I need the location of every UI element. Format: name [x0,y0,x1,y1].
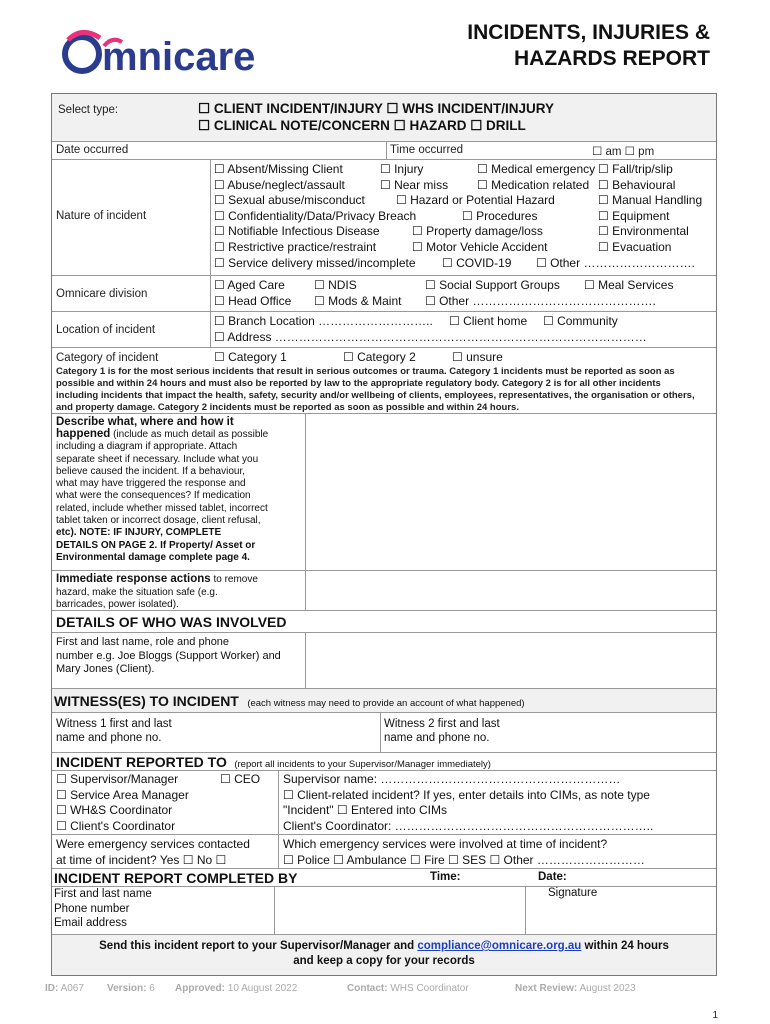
compliance-email-link[interactable]: compliance@omnicare.org.au [417,940,582,952]
emergency-services[interactable] [283,837,645,868]
category-note-line: including incidents that impact the health, safety, security and/or wellbeing of clients, employees, representatives, the organisation or others, [56,390,695,401]
division-option[interactable]: ☐ Aged Care [214,278,285,292]
category-note-line: Category 1 is for the most serious incidents that result in serious outcomes or trauma. Category 1 incidents must be reported as soon as [56,366,675,377]
footer-id-label: ID: [45,983,59,994]
nature-option[interactable]: ☐ Absent/Missing Client [214,162,343,176]
describe-body-line: related, include whether missed tablet, incorrect [56,502,268,514]
nature-option[interactable]: ☐ Confidentiality/Data/Privacy Breach [214,208,417,223]
nature-option[interactable]: ☐ Service delivery missed/incomplete [214,255,416,270]
footer-id-value: A067 [60,983,84,994]
page-number: 1 [712,1010,718,1021]
witness-1[interactable] [56,717,172,745]
nature-option[interactable]: ☐ Near miss [380,177,449,192]
completed-row [52,887,716,935]
send-instructions [52,939,716,969]
nature-option[interactable]: ☐ COVID-19 [442,255,512,270]
nature-option[interactable]: ☐ Motor Vehicle Accident [412,239,548,254]
date-occurred-label: Date occurred [56,144,129,156]
nature-option[interactable]: ☐ Environmental [598,224,689,239]
footer-id [45,983,84,994]
completed-time[interactable]: Time: [430,871,461,883]
involved-line: First and last name, role and phone [56,636,230,648]
describe-body-line: tablet taken or incorrect dosage, client refusal, [56,515,261,527]
footer-review [515,983,636,994]
location-option[interactable]: ☐ Branch Location ……………………….. [214,314,433,328]
reported-note: (report all incidents to your Supervisor/Manager immediately) [234,759,491,770]
describe-body-line: etc). NOTE: IF INJURY, COMPLETE [56,527,222,539]
describe-input-area[interactable] [306,414,716,570]
location-option[interactable]: ☐ Community [543,314,618,328]
describe-title: Describe what, where and how it [56,416,234,428]
emergency-yes-no[interactable]: at time of incident? Yes ☐ No ☐ [56,852,227,867]
witness-note: (each witness may need to provide an account of what happened) [247,698,525,709]
completed-title: INCIDENT REPORT COMPLETED BY [54,870,298,886]
send-text: within 24 hours [584,940,669,952]
witness-2[interactable] [384,717,500,745]
category-row [52,348,716,414]
completed-fields [54,887,152,931]
reported-row [52,771,716,835]
involved-input-area[interactable] [306,633,716,688]
nature-option[interactable]: ☐ Manual Handling [598,193,703,208]
describe-body-line: DETAILS ON PAGE 2. If Property/ Asset or [56,539,256,551]
select-type-line-2[interactable]: ☐ CLINICAL NOTE/CONCERN ☐ HAZARD ☐ DRILL [198,118,526,133]
which-services-question: Which emergency services were involved at time of incident? [283,837,608,851]
emergency-question: Were emergency services contacted [56,837,250,851]
describe-body-line: (include as much detail as possible [113,429,269,440]
nature-option[interactable]: ☐ Medication related [477,177,590,192]
footer-review-label: Next Review: [515,983,578,994]
category-note-line: possible and within 24 hours and must also be reported by law to the appropriate regulatory body. Category 2 is for all other incidents [56,378,661,389]
date-row [52,142,716,160]
witness-2-line: name and phone no. [384,732,490,744]
location-address[interactable]: ☐ Address ………………………………………………………………………………… [214,330,647,344]
title-line-1: INCIDENTS, INJURIES & [467,21,710,44]
location-row [52,312,716,348]
describe-body-line: Environmental damage complete page 4. [56,551,250,563]
involved-title: DETAILS OF WHO WAS INVOLVED [56,614,287,630]
reported-title-row [52,753,716,771]
category-label: Category of incident [56,352,159,364]
involved-line: Mary Jones (Client). [56,663,155,675]
immediate-body: to remove [213,574,258,585]
witness-heading [54,693,525,711]
signature-area[interactable] [526,887,716,934]
footer-version-value: 6 [149,983,155,994]
witness-title-row [52,689,716,713]
form-table [51,93,717,976]
am-pm-options[interactable]: ☐ am ☐ pm [592,146,655,158]
nature-row [52,160,716,276]
which-services-options[interactable]: ☐ Police ☐ Ambulance ☐ Fire ☐ SES ☐ Other ……………………… [283,852,645,867]
reported-ceo[interactable]: ☐ CEO [220,772,261,786]
describe-body-line: what were the consequences? If medication [56,490,251,502]
svg-text:mnicare: mnicare [102,35,256,79]
reported-left[interactable] [56,772,189,835]
nature-option[interactable]: ☐ Equipment [598,208,670,223]
immediate-row [52,571,716,611]
nature-option[interactable]: ☐ Abuse/neglect/assault [214,177,345,192]
category-note [56,366,695,414]
omnicare-logo [60,26,260,82]
division-option[interactable]: ☐ Other ………………………………………. [425,294,656,308]
coordinator-field[interactable]: Client's Coordinator: ……………………………………………………….. [283,819,654,834]
nature-option[interactable]: ☐ Fall/trip/slip [598,162,673,176]
witness-2-line: Witness 2 first and last [384,718,500,730]
completed-input-area[interactable] [275,887,525,934]
division-option[interactable]: ☐ Meal Services [584,278,674,292]
emergency-row [52,835,716,869]
footer-version [107,983,155,994]
division-option[interactable]: ☐ Mods & Maint [314,294,402,308]
nature-option[interactable]: ☐ Evacuation [598,239,672,254]
immediate-title: Immediate response actions [56,573,211,585]
nature-option[interactable]: ☐ Behavioural [598,177,676,192]
nature-option[interactable]: ☐ Injury [380,162,424,176]
nature-other[interactable]: ☐ Other ………………………. [536,255,695,270]
reported-option[interactable]: ☐ Supervisor/Manager [56,772,179,786]
nature-option[interactable]: ☐ Procedures [462,208,538,223]
report-title [467,20,710,72]
select-type-row [52,94,716,142]
division-option[interactable]: ☐ Head Office [214,294,292,308]
time-occurred-label: Time occurred [390,144,464,156]
describe-body-line: believe caused the incident. If a behaviour, [56,465,246,477]
nature-col-3[interactable] [477,162,595,193]
immediate-body: barricades, power isolated). [56,599,179,610]
footer-approved-label: Approved: [175,983,225,994]
footer-review-value: August 2023 [579,983,636,994]
select-type-options[interactable] [198,100,554,134]
immediate-instructions [56,573,258,612]
division-label: Omnicare division [56,288,148,300]
completed-date[interactable]: Date: [538,871,567,883]
location-option[interactable]: ☐ Client home [449,314,528,328]
involved-line: number e.g. Joe Bloggs (Support Worker) and [56,649,281,662]
reported-option[interactable]: ☐ Client's Coordinator [56,819,176,834]
involved-title-row [52,611,716,633]
reported-title: INCIDENT REPORTED TO [56,754,227,770]
supervisor-name-field[interactable]: Supervisor name: …………………………………………………… [283,772,621,786]
footer-version-label: Version: [107,983,147,994]
describe-body-line: separate sheet if necessary. Include what you [56,453,259,465]
nature-option[interactable]: ☐ Medical emergency [477,162,596,176]
division-option[interactable]: ☐ Social Support Groups [425,278,560,292]
nature-option[interactable]: ☐ Notifiable Infectious Disease [214,224,380,239]
category-option[interactable]: ☐ unsure [452,350,503,364]
involved-row [52,633,716,689]
send-row [52,935,716,975]
witness-row [52,713,716,753]
reported-option[interactable]: ☐ WH&S Coordinator [56,803,173,818]
signature-label: Signature [548,887,598,899]
completed-field-label: Email address [54,917,127,929]
cims-option[interactable]: "Incident" ☐ Entered into CIMs [283,803,448,818]
category-option[interactable]: ☐ Category 1 [214,350,287,364]
describe-body-line: including a diagram if appropriate. Attach [56,441,238,453]
completed-title-row [52,869,716,887]
select-type-label: Select type: [58,104,119,116]
footer-contact [347,983,469,994]
describe-instructions [56,416,306,564]
completed-field-label: First and last name [54,888,152,900]
describe-body-line: what may have triggered the response and [56,478,246,490]
select-type-line-1[interactable]: ☐ CLIENT INCIDENT/INJURY ☐ WHS INCIDENT/INJURY [198,101,554,116]
witness-1-line: Witness 1 first and last [56,718,172,730]
category-note-line: and property damage. Category 2 incidents must be reported as soon as possible and within 24 hours. [56,402,519,413]
footer-contact-value: WHS Coordinator [390,983,469,994]
category-option[interactable]: ☐ Category 2 [343,350,416,364]
footer-contact-label: Contact: [347,983,388,994]
reported-option[interactable]: ☐ Service Area Manager [56,787,189,802]
division-option[interactable]: ☐ NDIS [314,278,357,292]
immediate-input-area[interactable] [306,571,716,610]
completed-field-label: Phone number [54,902,130,915]
nature-option[interactable]: ☐ Restrictive practice/restraint [214,239,377,254]
title-line-2: HAZARDS REPORT [513,47,710,70]
footer-approved [175,983,297,994]
nature-label: Nature of incident [56,210,147,222]
nature-option[interactable]: ☐ Sexual abuse/misconduct [214,193,365,208]
footer-approved-value: 10 August 2022 [227,983,298,994]
reported-right[interactable] [283,772,653,835]
witness-title: WITNESS(ES) TO INCIDENT [54,693,239,709]
nature-option[interactable]: ☐ Hazard or Potential Hazard [396,193,555,208]
location-label: Location of incident [56,324,156,336]
client-related-option[interactable]: ☐ Client-related incident? If yes, enter details into CIMs, as note type [283,787,650,802]
nature-col-4[interactable] [598,162,702,256]
send-text: and keep a copy for your records [293,955,475,967]
involved-instructions [56,636,281,677]
witness-1-line: name and phone no. [56,732,162,744]
division-row [52,276,716,312]
describe-title-2: happened [56,428,111,440]
reported-heading [56,754,491,772]
emergency-contacted[interactable] [56,837,250,868]
send-text: Send this incident report to your Supervisor/Manager and [99,940,415,952]
nature-option[interactable]: ☐ Property damage/loss [412,224,543,239]
describe-row [52,414,716,571]
immediate-body: hazard, make the situation safe (e.g. [56,586,218,598]
